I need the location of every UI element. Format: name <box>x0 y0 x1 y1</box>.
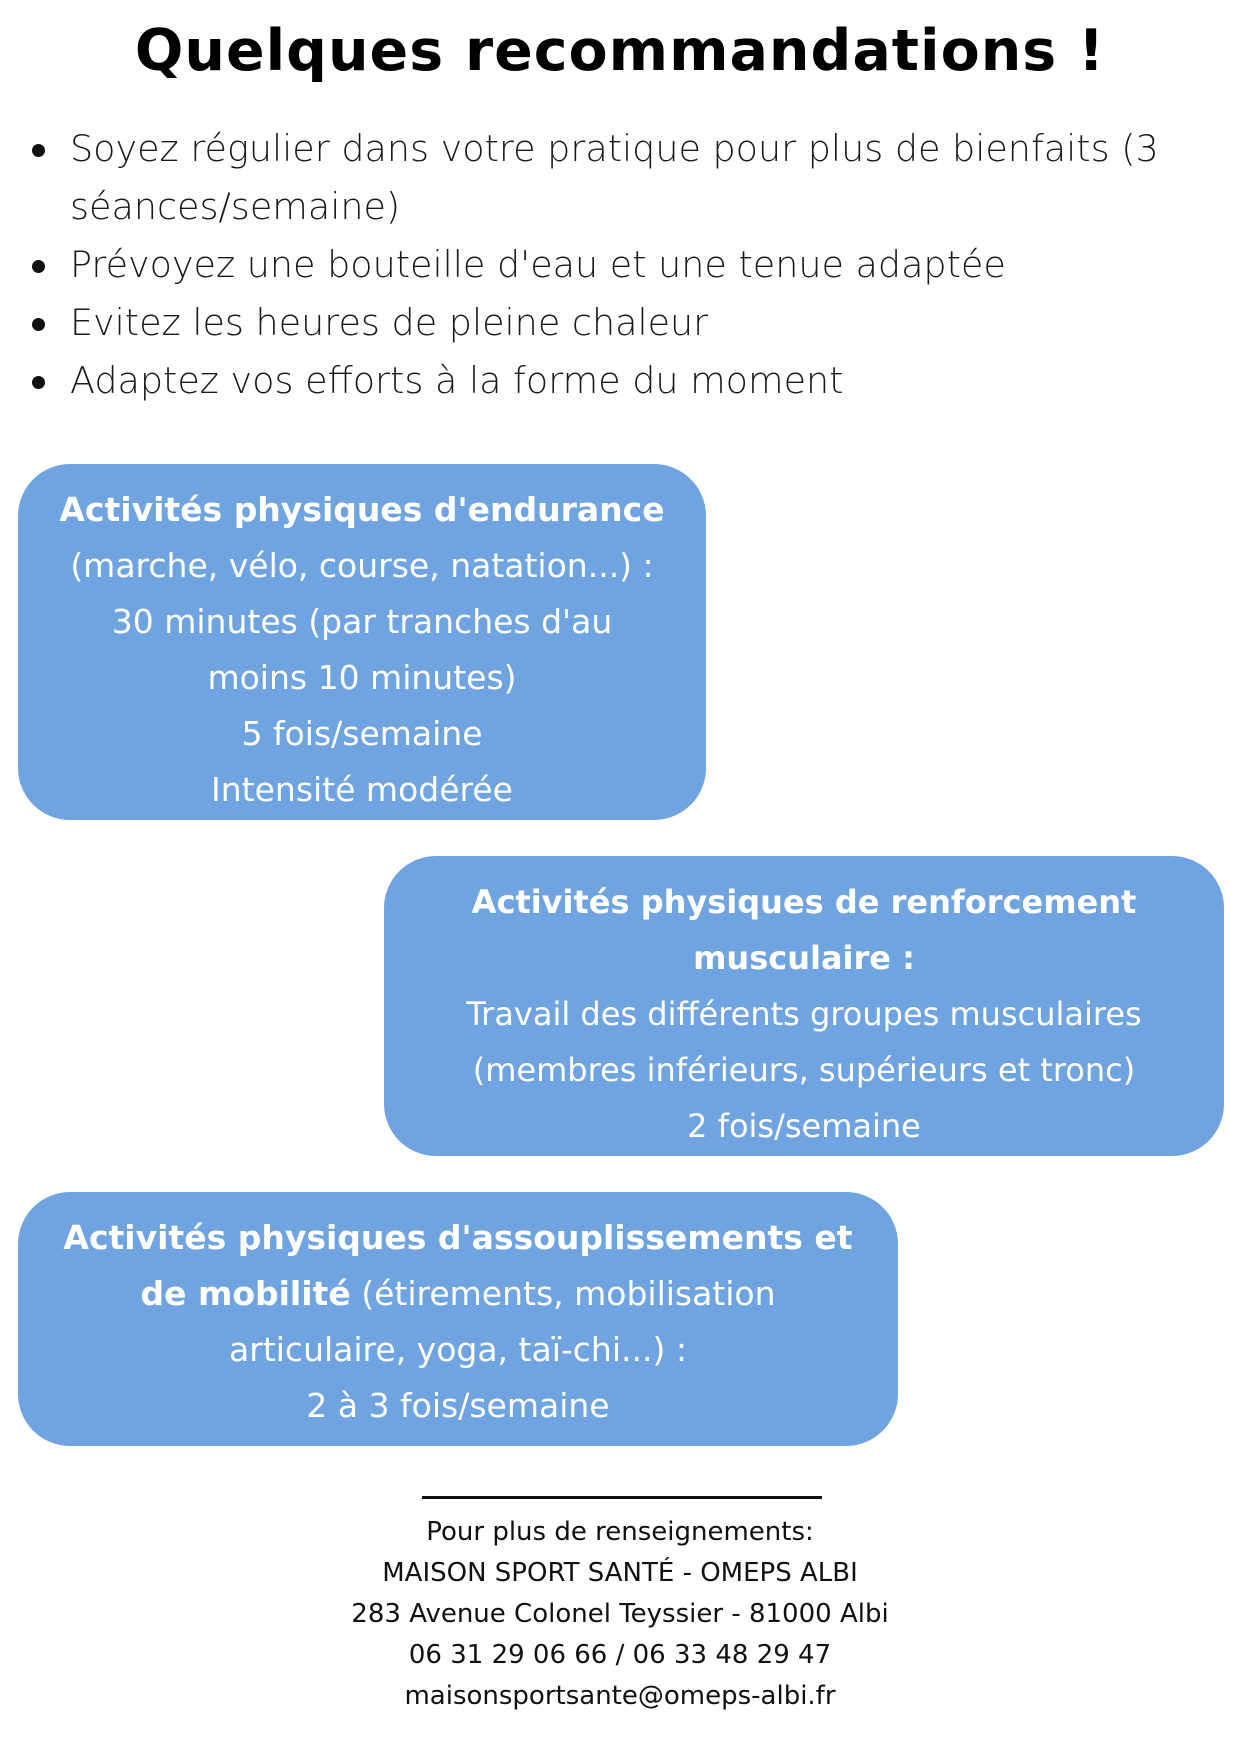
endurance-line: 5 fois/semaine <box>241 714 483 753</box>
endurance-card <box>18 464 706 820</box>
footer-phone: 06 31 29 06 66 / 06 33 48 29 47 <box>408 1640 832 1670</box>
endurance-line: Intensité modérée <box>211 770 513 809</box>
list-item: Adaptez vos efforts à la forme du moment <box>28 352 1228 410</box>
list-item: Evitez les heures de pleine chaleur <box>28 294 1228 352</box>
footer-email: maisonsportsante@omeps-albi.fr <box>404 1681 836 1711</box>
list-item: Prévoyez une bouteille d'eau et une tenue adaptée <box>28 236 1228 294</box>
assouplissement-line: articulaire, yoga, taï-chi...) : <box>229 1330 687 1369</box>
list-item: Soyez régulier dans votre pratique pour plus de bienfaits (3 séances/semaine) <box>28 120 1228 236</box>
assouplissement-line-rest: (étirements, mobilisation <box>350 1274 776 1313</box>
recommendations-list <box>28 120 1228 410</box>
assouplissement-line <box>18 1266 898 1322</box>
footer-line: Pour plus de renseignements: <box>426 1517 814 1547</box>
contact-footer <box>0 1512 1240 1717</box>
endurance-heading: Activités physiques d'endurance <box>59 490 665 529</box>
renforcement-line: (membres inférieurs, supérieurs et tronc) <box>472 1051 1136 1089</box>
assouplissement-card <box>18 1192 898 1446</box>
divider <box>422 1496 822 1499</box>
renforcement-line: 2 fois/semaine <box>687 1107 921 1145</box>
footer-address: 283 Avenue Colonel Teyssier - 81000 Albi <box>351 1599 889 1629</box>
page-title: Quelques recommandations ! <box>134 18 1106 84</box>
endurance-line: 30 minutes (par tranches d'au <box>111 602 613 641</box>
footer-org: MAISON SPORT SANTÉ - OMEPS ALBI <box>382 1558 858 1588</box>
assouplissement-heading-end: de mobilité <box>140 1274 351 1313</box>
assouplissement-line: 2 à 3 fois/semaine <box>306 1386 610 1425</box>
renforcement-line: Travail des différents groupes musculaires <box>466 995 1142 1033</box>
renforcement-card <box>384 856 1224 1156</box>
renforcement-heading: Activités physiques de renforcement <box>471 883 1137 921</box>
assouplissement-heading: Activités physiques d'assouplissements et <box>63 1218 853 1257</box>
renforcement-heading: musculaire : <box>693 939 915 977</box>
endurance-line: moins 10 minutes) <box>207 658 517 697</box>
endurance-line: (marche, vélo, course, natation...) : <box>70 546 654 585</box>
